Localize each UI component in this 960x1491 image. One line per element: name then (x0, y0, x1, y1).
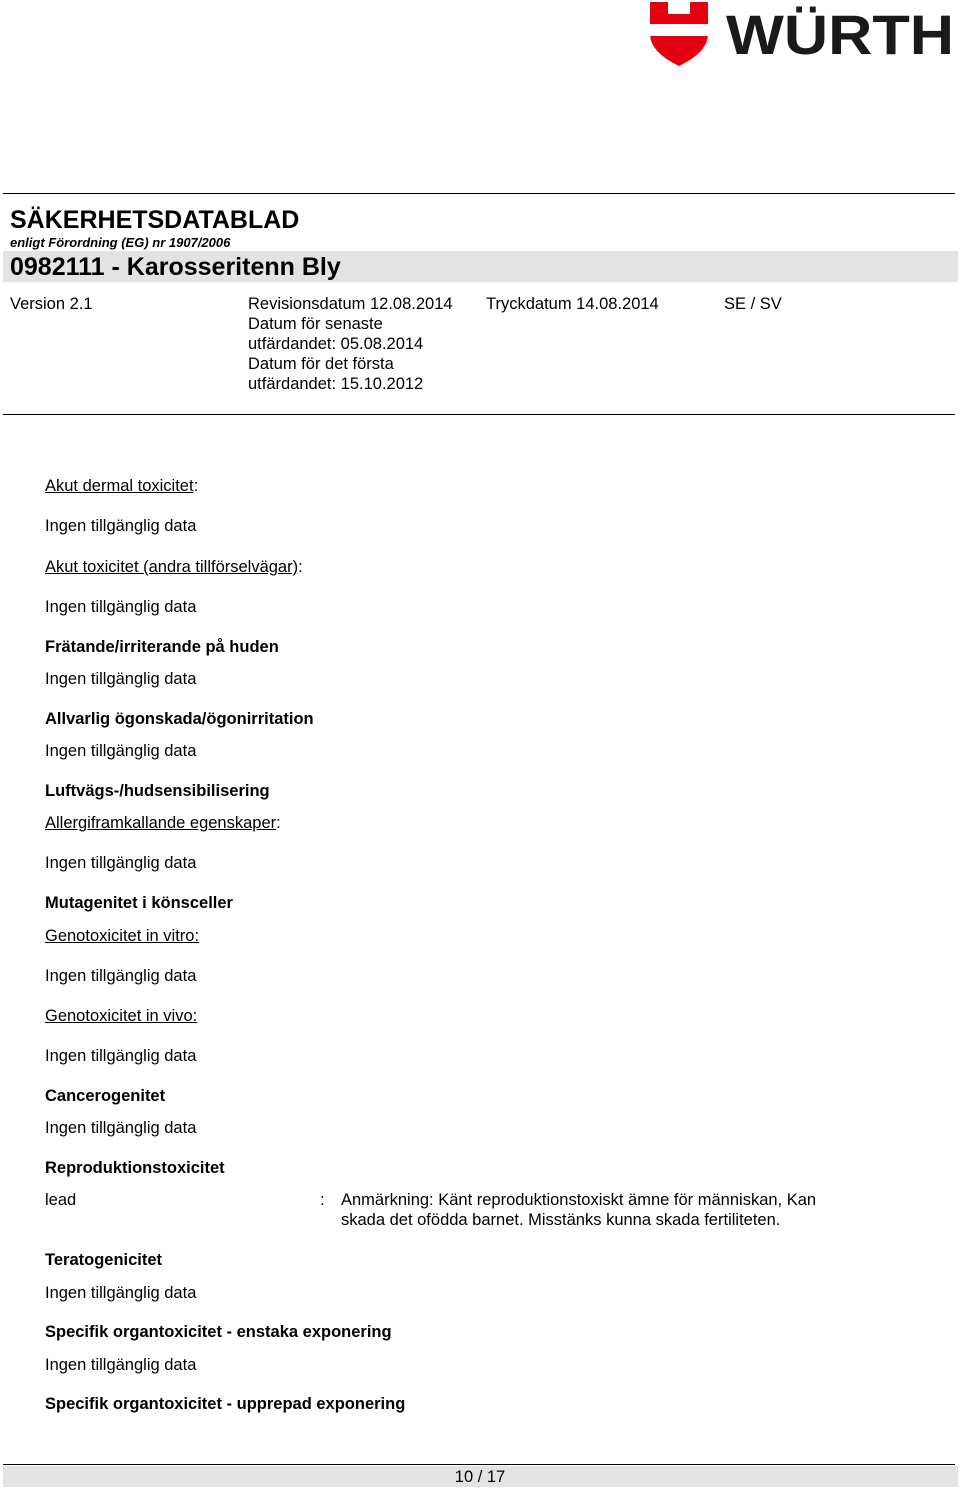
acute-dermal-colon: : (193, 477, 199, 495)
eye-damage-heading: Allvarlig ögonskada/ögonirritation (45, 710, 314, 728)
reprotox-heading: Reproduktionstoxicitet (45, 1159, 225, 1177)
reprotox-colon: : (320, 1191, 325, 1209)
teratogenicity-heading: Teratogenicitet (45, 1251, 163, 1269)
skin-corrosion-heading: Frätande/irriterande på huden (45, 638, 279, 656)
print-date: Tryckdatum 14.08.2014 (486, 295, 659, 313)
document-title: SÄKERHETSDATABLAD (10, 206, 300, 234)
mutagenicity-heading: Mutagenitet i könsceller (45, 894, 233, 912)
allergenic-heading (45, 813, 281, 833)
allergenic-label: Allergiframkallande egenskaper (45, 814, 277, 832)
wurth-logo-graphic (648, 0, 958, 70)
acute-other-heading (45, 557, 303, 577)
stot-single-heading: Specifik organtoxicitet - enstaka exponering (45, 1323, 392, 1341)
acute-dermal-heading (45, 476, 198, 496)
logo-wordmark: WÜRTH (726, 3, 954, 66)
acute-dermal-value: Ingen tillgänglig data (45, 517, 197, 535)
teratogenicity-value: Ingen tillgänglig data (45, 1284, 197, 1302)
reprotox-note-line-1: Anmärkning: Känt reproduktionstoxiskt ämne för människan, Kan (341, 1191, 817, 1209)
acute-other-value: Ingen tillgänglig data (45, 598, 197, 616)
last-issue-date: utfärdandet: 05.08.2014 (248, 335, 424, 353)
acute-other-label: Akut toxicitet (andra tillförselvägar) (45, 558, 299, 576)
stot-repeated-heading: Specifik organtoxicitet - upprepad exponering (45, 1395, 406, 1413)
logo-shield-band (650, 24, 708, 36)
last-issue-label: Datum för senaste (248, 315, 383, 333)
carcinogenicity-heading: Cancerogenitet (45, 1087, 166, 1105)
first-issue-label: Datum för det första (248, 355, 394, 373)
reprotox-note-line-2: skada det ofödda barnet. Misstänks kunna skada fertiliteten. (341, 1211, 781, 1229)
header-top-rule (3, 193, 955, 194)
acute-dermal-label: Akut dermal toxicitet (45, 477, 194, 495)
genotox-vivo-value: Ingen tillgänglig data (45, 1047, 197, 1065)
first-issue-date: utfärdandet: 15.10.2012 (248, 375, 424, 393)
revision-block (248, 294, 453, 394)
genotox-vitro-label: Genotoxicitet in vitro: (45, 927, 200, 945)
wurth-logo (648, 0, 958, 70)
eye-damage-value: Ingen tillgänglig data (45, 742, 197, 760)
regulation-subtitle: enligt Förordning (EG) nr 1907/2006 (10, 235, 231, 250)
sensitisation-heading: Luftvägs-/hudsensibilisering (45, 782, 270, 800)
language-code: SE / SV (724, 295, 782, 313)
page-number: 10 / 17 (454, 1468, 506, 1486)
revision-date: Revisionsdatum 12.08.2014 (248, 295, 453, 313)
product-title: 0982111 - Karosseritenn Bly (10, 253, 341, 281)
allergenic-value: Ingen tillgänglig data (45, 854, 197, 872)
acute-other-colon: : (298, 558, 303, 576)
stot-single-value: Ingen tillgänglig data (45, 1356, 197, 1374)
genotox-vitro-value: Ingen tillgänglig data (45, 967, 197, 985)
reprotox-substance: lead (45, 1191, 77, 1209)
allergenic-colon: : (276, 814, 281, 832)
reprotox-note (341, 1190, 881, 1230)
header-bottom-rule (3, 414, 955, 415)
carcinogenicity-value: Ingen tillgänglig data (45, 1119, 197, 1137)
version-label: Version 2.1 (10, 295, 93, 313)
genotox-vivo-label: Genotoxicitet in vivo: (45, 1007, 198, 1025)
skin-corrosion-value: Ingen tillgänglig data (45, 670, 197, 688)
footer-rule (3, 1464, 955, 1465)
